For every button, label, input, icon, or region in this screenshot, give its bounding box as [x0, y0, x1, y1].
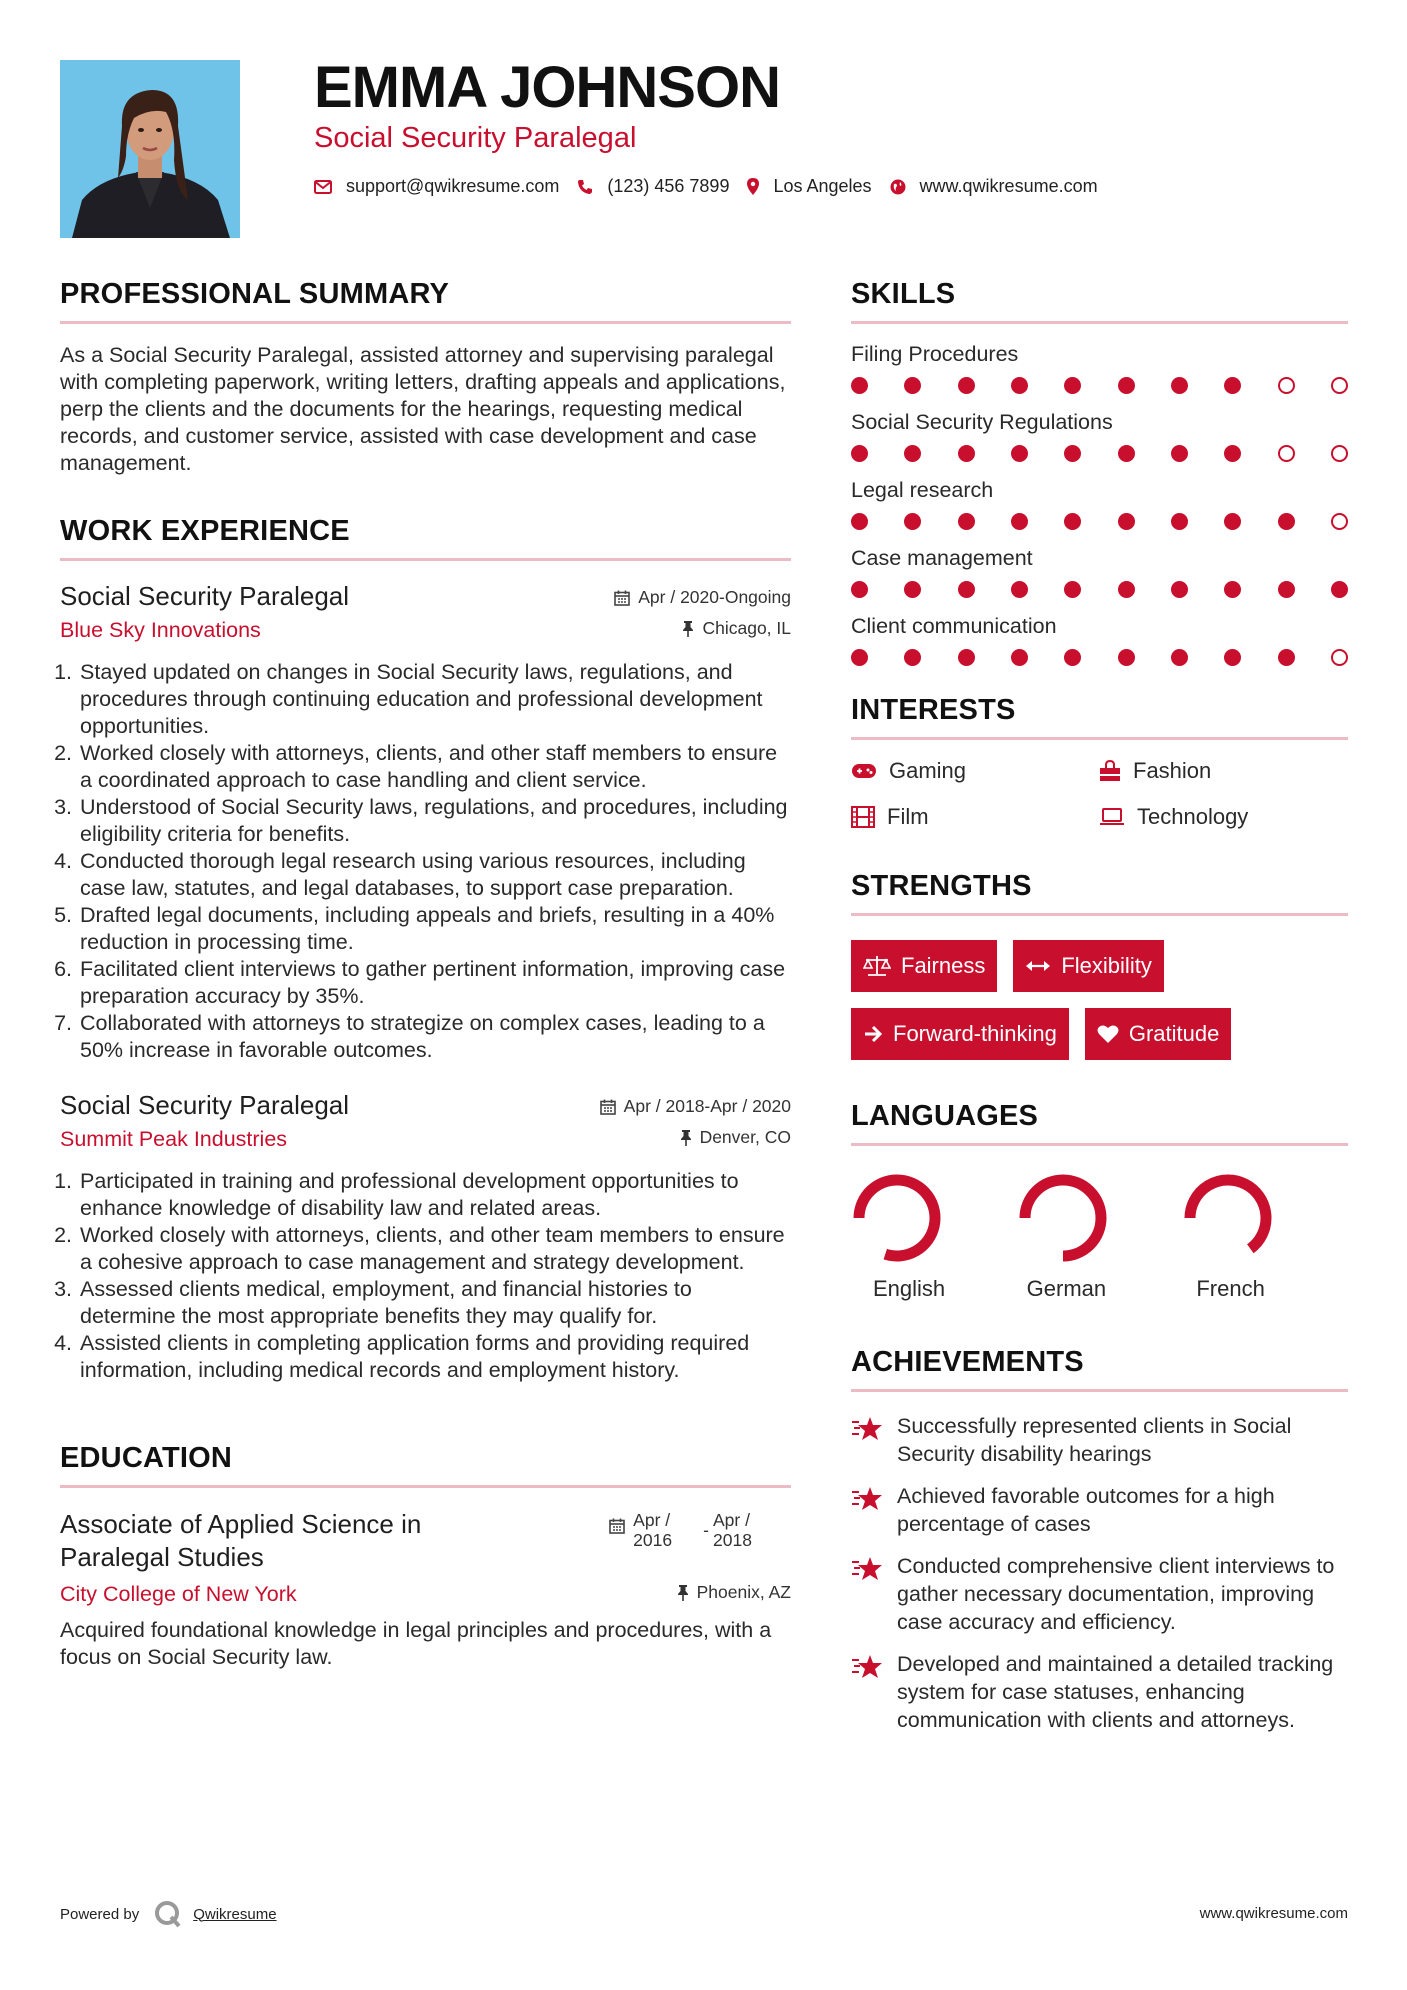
email-text: support@qwikresume.com — [346, 176, 560, 196]
skill-name: Legal research — [851, 478, 994, 502]
summary-title: PROFESSIONAL SUMMARY — [60, 278, 791, 324]
star-icon — [851, 1416, 883, 1442]
rating-dot-filled — [904, 445, 921, 462]
rating-dot-filled — [1278, 649, 1295, 666]
skill-name: Client communication — [851, 614, 1057, 638]
job-entry — [60, 581, 791, 1064]
pushpin-icon — [682, 621, 694, 637]
job-location: Denver, CO — [680, 1127, 791, 1148]
skill-rating — [851, 649, 1348, 666]
job-location: Chicago, IL — [682, 618, 791, 639]
rating-dot-filled — [1224, 445, 1241, 462]
strength-badge: Flexibility — [1013, 940, 1163, 992]
skill-rating — [851, 377, 1348, 394]
left-column — [60, 278, 791, 1671]
skill-name: Case management — [851, 546, 1033, 570]
rating-dot-filled — [1011, 649, 1028, 666]
rating-dot-filled — [958, 649, 975, 666]
rating-dot-empty — [1331, 377, 1348, 394]
rating-dot-filled — [1171, 581, 1188, 598]
rating-dot-filled — [1278, 513, 1295, 530]
rating-dot-filled — [1118, 649, 1135, 666]
rating-dot-filled — [1011, 513, 1028, 530]
map-marker-icon — [747, 178, 759, 195]
pushpin-icon — [680, 1130, 692, 1146]
rating-dot-filled — [1224, 649, 1241, 666]
job-bullets — [60, 1168, 791, 1384]
rating-dot-empty — [1278, 445, 1295, 462]
rating-dot-filled — [904, 649, 921, 666]
rating-dot-filled — [1224, 377, 1241, 394]
contact-phone[interactable] — [577, 176, 729, 197]
rating-dot-filled — [1171, 377, 1188, 394]
language-gauge — [1017, 1172, 1109, 1264]
rating-dot-filled — [1064, 513, 1081, 530]
footer-powered-by — [60, 1899, 277, 1929]
rating-dot-filled — [1118, 445, 1135, 462]
rating-dot-filled — [1064, 649, 1081, 666]
language-gauge-arc — [859, 1180, 935, 1256]
rating-dot-filled — [1278, 581, 1295, 598]
rating-dot-filled — [851, 377, 868, 394]
rating-dot-filled — [851, 445, 868, 462]
language-gauge-arc — [1025, 1180, 1101, 1256]
right-column — [851, 278, 1348, 1748]
calendar-icon — [609, 1518, 625, 1534]
rating-dot-filled — [1118, 581, 1135, 598]
globe-icon — [890, 179, 906, 195]
language-item: German — [1017, 1172, 1183, 1302]
list-item: 5. Drafted legal documents, including appeals and briefs, resulting in a 40% reduction in processing time. — [78, 902, 791, 956]
profile-photo — [60, 60, 240, 238]
interest-fashion: Fashion — [1099, 758, 1347, 784]
skill-name: Social Security Regulations — [851, 410, 1113, 434]
envelope-icon — [314, 180, 332, 194]
list-item: 7. Collaborated with attorneys to strategize on complex cases, leading to a 50% increase in favorable outcomes. — [78, 1010, 791, 1064]
education-title: EDUCATION — [60, 1442, 791, 1488]
rating-dot-filled — [1064, 445, 1081, 462]
strength-badge: Gratitude — [1085, 1008, 1232, 1060]
job-date: Apr / 2018-Apr / 2020 — [600, 1096, 791, 1117]
summary-section — [60, 278, 791, 477]
rating-dot-filled — [1171, 513, 1188, 530]
rating-dot-filled — [1171, 445, 1188, 462]
skills-list — [851, 342, 1348, 666]
rating-dot-filled — [1224, 513, 1241, 530]
list-item: 2. Worked closely with attorneys, clients, and other staff members to ensure a coordinated approach to case handling and client service. — [78, 740, 791, 794]
education-section — [60, 1442, 791, 1671]
balance-scale-icon — [863, 955, 891, 977]
interest-film: Film — [851, 804, 1099, 830]
rating-dot-filled — [1331, 581, 1348, 598]
interests-section — [851, 694, 1348, 830]
education-location: Phoenix, AZ — [677, 1582, 791, 1603]
rating-dot-empty — [1278, 377, 1295, 394]
rating-dot-filled — [1064, 377, 1081, 394]
rating-dot-filled — [958, 445, 975, 462]
job-entry — [60, 1090, 791, 1384]
skills-section — [851, 278, 1348, 666]
achievement-item: Achieved favorable outcomes for a high percentage of cases — [851, 1482, 1348, 1538]
location-text: Los Angeles — [773, 176, 872, 196]
strengths-section — [851, 870, 1348, 1060]
contact-email[interactable] — [314, 176, 559, 197]
interest-gaming: Gaming — [851, 758, 1099, 784]
rating-dot-filled — [1011, 445, 1028, 462]
gamepad-icon — [851, 763, 877, 779]
job-company: Summit Peak Industries — [60, 1127, 288, 1151]
heart-icon — [1097, 1024, 1119, 1044]
arrow-right-icon — [863, 1025, 883, 1043]
rating-dot-filled — [1118, 377, 1135, 394]
degree-title: Associate of Applied Science in Paralegal Studies — [60, 1509, 422, 1572]
achievements-title: ACHIEVEMENTS — [851, 1346, 1348, 1392]
powered-by-text: Powered by — [60, 1905, 140, 1923]
language-item: English — [851, 1172, 1017, 1302]
rating-dot-filled — [1064, 581, 1081, 598]
contact-bar — [314, 176, 1116, 197]
achievement-item: Successfully represented clients in Social Security disability hearings — [851, 1412, 1348, 1468]
language-item: French — [1182, 1172, 1348, 1302]
job-company: Blue Sky Innovations — [60, 618, 261, 642]
footer-website[interactable]: www.qwikresume.com — [1199, 1905, 1348, 1922]
phone-icon — [577, 179, 593, 195]
rating-dot-filled — [1118, 513, 1135, 530]
rating-dot-filled — [1011, 377, 1028, 394]
job-title: Social Security Paralegal — [60, 1090, 350, 1120]
rating-dot-filled — [1171, 649, 1188, 666]
star-icon — [851, 1654, 883, 1680]
skill-rating — [851, 581, 1348, 598]
website-text: www.qwikresume.com — [919, 176, 1098, 196]
list-item: 1. Participated in training and professional development opportunities to enhance knowledge of disability law and related areas. — [78, 1168, 791, 1222]
strengths-title: STRENGTHS — [851, 870, 1348, 916]
shopping-bag-icon — [1099, 760, 1121, 782]
rating-dot-filled — [904, 513, 921, 530]
laptop-icon — [1099, 808, 1125, 826]
rating-dot-filled — [851, 581, 868, 598]
rating-dot-empty — [1331, 649, 1348, 666]
languages-section — [851, 1100, 1348, 1302]
rating-dot-empty — [1331, 445, 1348, 462]
calendar-icon — [614, 590, 630, 606]
rating-dot-filled — [1224, 581, 1241, 598]
education-description: Acquired foundational knowledge in legal principles and procedures, with a focus on Social Security law. — [60, 1618, 772, 1669]
education-date: Apr / 2016 - Apr / 2018 — [609, 1510, 761, 1550]
rating-dot-filled — [851, 649, 868, 666]
skill-rating — [851, 445, 1348, 462]
list-item: 1. Stayed updated on changes in Social Security laws, regulations, and procedures through continuing education and professional development opportunities. — [78, 659, 791, 740]
experience-title: WORK EXPERIENCE — [60, 515, 791, 561]
summary-text: As a Social Security Paralegal, assisted attorney and supervising paralegal with completing paperwork, writing letters, drafting appeals and applications, perp the clients and the documents for the hearings, requesting medical records, and customer service, assisted with case development and case management. — [60, 343, 786, 475]
list-item: 4. Conducted thorough legal research using various resources, including case law, statutes, and legal databases, to support case preparation. — [78, 848, 791, 902]
list-item: 4. Assisted clients in completing application forms and providing required information, including medical records and employment history. — [78, 1330, 791, 1384]
strength-badge: Fairness — [851, 940, 997, 992]
achievement-item: Developed and maintained a detailed tracking system for case statuses, enhancing communication with clients and attorneys. — [851, 1650, 1348, 1734]
contact-location — [747, 176, 871, 197]
list-item: 3. Understood of Social Security laws, regulations, and procedures, including eligibility criteria for benefits. — [78, 794, 791, 848]
school-name: City College of New York — [60, 1582, 297, 1606]
phone-text: (123) 456 7899 — [607, 176, 730, 196]
rating-dot-filled — [958, 513, 975, 530]
candidate-name: EMMA JOHNSON — [314, 55, 780, 120]
star-icon — [851, 1556, 883, 1582]
rating-dot-filled — [904, 581, 921, 598]
interest-technology: Technology — [1099, 804, 1347, 830]
rating-dot-filled — [958, 581, 975, 598]
rating-dot-filled — [1011, 581, 1028, 598]
job-bullets — [60, 659, 791, 1064]
star-icon — [851, 1486, 883, 1512]
qwikresume-logo-icon — [153, 1899, 183, 1929]
film-icon — [851, 806, 875, 828]
contact-website[interactable] — [890, 176, 1098, 197]
skill-rating — [851, 513, 1348, 530]
rating-dot-filled — [851, 513, 868, 530]
skill-name: Filing Procedures — [851, 342, 1019, 366]
experience-section — [60, 515, 791, 1384]
calendar-icon — [600, 1099, 616, 1115]
rating-dot-filled — [958, 377, 975, 394]
achievements-section — [851, 1346, 1348, 1734]
list-item: 3. Assessed clients medical, employment, and financial histories to determine the most appropriate benefits they may qualify for. — [78, 1276, 791, 1330]
list-item: 6. Facilitated client interviews to gather pertinent information, improving case preparation accuracy by 35%. — [78, 956, 791, 1010]
language-gauge — [851, 1172, 943, 1264]
language-gauge — [1182, 1172, 1274, 1264]
rating-dot-filled — [904, 377, 921, 394]
pushpin-icon — [677, 1585, 689, 1601]
strength-badge: Forward-thinking — [851, 1008, 1069, 1060]
list-item: 2. Worked closely with attorneys, clients, and other team members to ensure a cohesive approach to case management and strategy development. — [78, 1222, 791, 1276]
achievement-item: Conducted comprehensive client interviews to gather necessary documentation, improving case accuracy and efficiency. — [851, 1552, 1348, 1636]
candidate-role: Social Security Paralegal — [314, 122, 637, 154]
job-date: Apr / 2020-Ongoing — [614, 587, 791, 608]
interests-title: INTERESTS — [851, 694, 1348, 740]
skills-title: SKILLS — [851, 278, 1348, 324]
arrows-horizontal-icon — [1025, 959, 1051, 973]
rating-dot-empty — [1331, 513, 1348, 530]
language-gauge-arc — [1190, 1180, 1266, 1249]
job-title: Social Security Paralegal — [60, 581, 350, 611]
languages-title: LANGUAGES — [851, 1100, 1348, 1146]
qwikresume-link[interactable]: Qwikresume — [193, 1905, 277, 1923]
